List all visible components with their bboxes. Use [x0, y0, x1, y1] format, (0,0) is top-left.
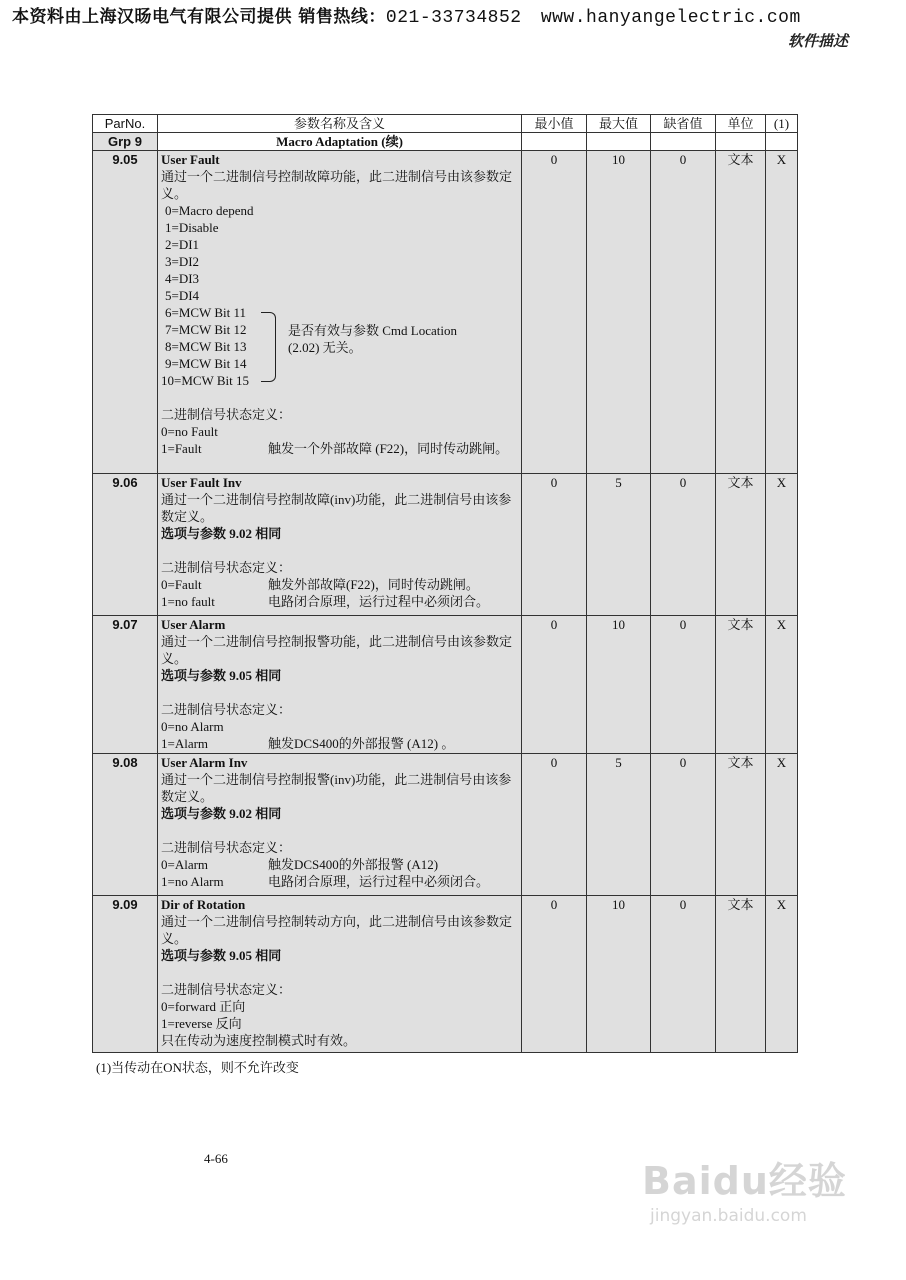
- option-item: 7=MCW Bit 12: [165, 322, 247, 337]
- option-item: 5=DI4: [165, 288, 200, 303]
- page-number: 4-66: [204, 1151, 228, 1166]
- col-header-name: 参数名称及含义: [158, 115, 522, 133]
- param-number: 9.06: [93, 474, 158, 616]
- same-as-note: 选项与参数 9.02 相同: [161, 526, 282, 541]
- change-flag: X: [766, 151, 798, 474]
- col-header-parno: ParNo.: [93, 115, 158, 133]
- change-flag: X: [766, 616, 798, 754]
- option-item: 0=Macro depend: [165, 203, 254, 218]
- option-item: 4=DI3: [165, 271, 200, 286]
- company-name: 本资料由上海汉旸电气有限公司提供 销售热线：: [12, 7, 386, 27]
- state-title: 二进制信号状态定义：: [161, 560, 292, 575]
- state-title: 二进制信号状态定义：: [161, 982, 292, 997]
- change-flag: X: [766, 474, 798, 616]
- same-as-note: 选项与参数 9.05 相同: [161, 948, 282, 963]
- option-item: 2=DI1: [165, 237, 200, 252]
- unit-value: 文本: [716, 151, 766, 474]
- state-item: 1=reverse 反向: [161, 1016, 242, 1031]
- param-name: User Fault: [161, 152, 220, 167]
- same-as-note: 选项与参数 9.02 相同: [161, 806, 282, 821]
- param-text: 通过一个二进制信号控制报警功能，此二进制信号由该参数定义。: [161, 634, 513, 666]
- watermark-url: jingyan.baidu.com: [650, 1206, 807, 1226]
- min-value: 0: [522, 896, 587, 1053]
- option-item: 3=DI2: [165, 254, 200, 269]
- table-row: [93, 896, 798, 1053]
- state-item: 0=no Fault: [161, 424, 218, 439]
- change-flag: X: [766, 896, 798, 1053]
- table-row: [93, 474, 798, 616]
- col-header-default: 缺省值: [651, 115, 716, 133]
- param-text: 通过一个二进制信号控制转动方向，此二进制信号由该参数定义。: [161, 914, 513, 946]
- state-item: 0=Alarm 触发DCS400的外部报警 (A12): [161, 857, 439, 872]
- param-extra-note: 只在传动为速度控制模式时有效。: [161, 1033, 357, 1048]
- max-value: 5: [587, 474, 651, 616]
- option-item: 10=MCW Bit 15: [161, 373, 249, 388]
- table-header-row: [93, 115, 798, 133]
- unit-value: 文本: [716, 754, 766, 896]
- section-title: 软件描述: [787, 32, 848, 50]
- param-text: 通过一个二进制信号控制故障功能，此二进制信号由该参数定义。: [161, 169, 513, 201]
- table-row: [93, 151, 798, 474]
- max-value: 10: [587, 616, 651, 754]
- min-value: 0: [522, 616, 587, 754]
- default-value: 0: [651, 896, 716, 1053]
- footnote: (1)当传动在ON状态，则不允许改变: [96, 1060, 299, 1075]
- unit-value: 文本: [716, 474, 766, 616]
- col-header-flag: (1): [766, 115, 798, 133]
- param-name: Dir of Rotation: [161, 897, 246, 912]
- group-name: Macro Adaptation (续): [158, 133, 522, 151]
- group-row: [93, 133, 798, 151]
- table-row: [93, 616, 798, 754]
- min-value: 0: [522, 754, 587, 896]
- hotline-number: 021-33734852: [385, 8, 522, 28]
- state-item: 1=Fault 触发一个外部故障 (F22)，同时传动跳闸。: [161, 441, 509, 456]
- default-value: 0: [651, 474, 716, 616]
- option-item: 6=MCW Bit 11: [165, 305, 247, 320]
- state-title: 二进制信号状态定义：: [161, 840, 292, 855]
- param-number: 9.09: [93, 896, 158, 1053]
- param-description: [158, 616, 522, 754]
- state-item: 1=no Alarm 电路闭合原理，运行过程中必须闭合。: [161, 874, 490, 889]
- option-item: 8=MCW Bit 13: [165, 339, 247, 354]
- min-value: 0: [522, 474, 587, 616]
- default-value: 0: [651, 151, 716, 474]
- baidu-watermark: [642, 1150, 872, 1246]
- mcw-note: (2.02) 无关。: [288, 340, 362, 355]
- max-value: 10: [587, 151, 651, 474]
- param-description: [158, 151, 522, 474]
- col-header-min: 最小值: [522, 115, 587, 133]
- param-number: 9.05: [93, 151, 158, 474]
- table-row: [93, 754, 798, 896]
- min-value: 0: [522, 151, 587, 474]
- brace-symbol: [261, 312, 276, 382]
- max-value: 5: [587, 754, 651, 896]
- unit-value: 文本: [716, 896, 766, 1053]
- max-value: 10: [587, 896, 651, 1053]
- col-header-max: 最大值: [587, 115, 651, 133]
- param-name: User Fault Inv: [161, 475, 242, 490]
- header-banner: [12, 2, 892, 28]
- state-item: 0=forward 正向: [161, 999, 246, 1014]
- param-description: [158, 474, 522, 616]
- param-number: 9.07: [93, 616, 158, 754]
- mcw-note: 是否有效与参数 Cmd Location: [288, 323, 457, 338]
- option-item: 9=MCW Bit 14: [165, 356, 247, 371]
- watermark-logo: Baidu经验: [642, 1159, 847, 1203]
- param-description: [158, 754, 522, 896]
- state-item: 1=no fault 电路闭合原理，运行过程中必须闭合。: [161, 594, 490, 609]
- param-text: 通过一个二进制信号控制故障(inv)功能，此二进制信号由该参数定义。: [161, 492, 512, 524]
- param-text: 通过一个二进制信号控制报警(inv)功能，此二进制信号由该参数定义。: [161, 772, 512, 804]
- state-item: 1=Alarm 触发DCS400的外部报警 (A12) 。: [161, 736, 455, 751]
- state-title: 二进制信号状态定义：: [161, 702, 292, 717]
- same-as-note: 选项与参数 9.05 相同: [161, 668, 282, 683]
- col-header-unit: 单位: [716, 115, 766, 133]
- state-item: 0=no Alarm: [161, 719, 224, 734]
- change-flag: X: [766, 754, 798, 896]
- default-value: 0: [651, 616, 716, 754]
- group-number: Grp 9: [93, 133, 158, 151]
- param-description: [158, 896, 522, 1053]
- website-url: www.hanyangelectric.com: [540, 8, 801, 28]
- state-title: 二进制信号状态定义：: [161, 407, 292, 422]
- state-item: 0=Fault 触发外部故障(F22)，同时传动跳闸。: [161, 577, 479, 592]
- default-value: 0: [651, 754, 716, 896]
- option-item: 1=Disable: [165, 220, 219, 235]
- unit-value: 文本: [716, 616, 766, 754]
- param-number: 9.08: [93, 754, 158, 896]
- mcw-options-group: [161, 304, 518, 389]
- param-name: User Alarm: [161, 617, 226, 632]
- param-name: User Alarm Inv: [161, 755, 248, 770]
- parameter-table: [92, 114, 798, 1053]
